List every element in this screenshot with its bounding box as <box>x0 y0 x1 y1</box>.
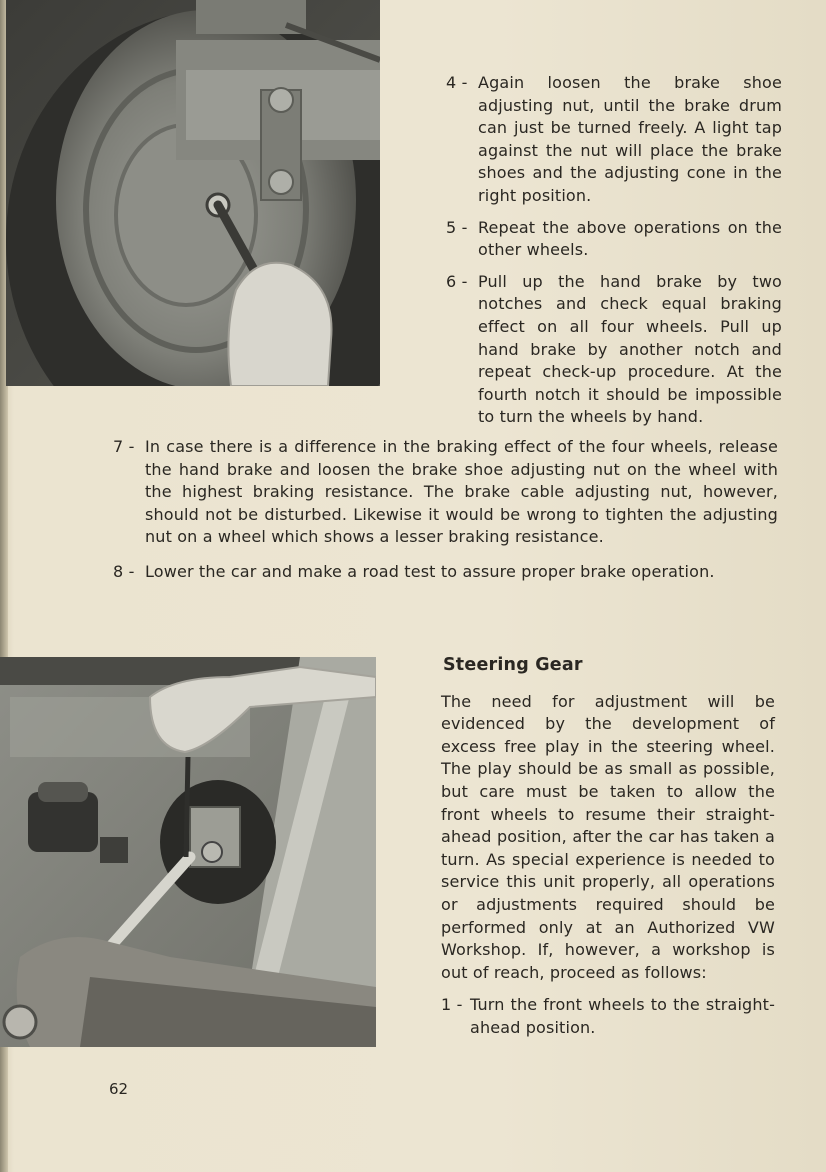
step-text: In case there is a difference in the braking effect of the four wheels, release the hand brake and loosen the brake shoe adjusting nut on the wheel with the highest braking resistance. The brake cable adjusting nut, however, should not be disturbed. Likewise it would be wrong to tighten the adjusting nut on a wheel which shows a lesser braking resistance. <box>145 437 778 547</box>
step-text: Turn the front wheels to the straight-ahead position. <box>470 995 775 1037</box>
step-number: 5 - <box>446 217 468 237</box>
step-text: Repeat the above operations on the other wheels. <box>478 217 782 260</box>
brake-step-7 <box>113 436 778 549</box>
step-number: 6 - <box>446 271 468 291</box>
page-number: 62 <box>109 1080 129 1098</box>
step-number: 1 - <box>441 995 463 1015</box>
brake-steps-wide <box>113 436 778 596</box>
brake-step-5 <box>446 217 782 262</box>
brake-step-6 <box>446 271 782 429</box>
brake-step-4 <box>446 72 782 208</box>
step-number: 7 - <box>113 437 135 456</box>
step-text: Again loosen the brake shoe adjusting nut, until the brake drum can just be turned freely. A light tap against the nut will place the brake shoes and the adjusting cone in the right position. <box>478 73 782 205</box>
brake-steps-column <box>446 72 782 438</box>
steering-gear-section <box>441 654 775 1040</box>
brake-adjustment-photo <box>6 0 380 386</box>
section-heading: Steering Gear <box>443 655 583 675</box>
section-intro: The need for adjustment will be evidenced by the development of excess free play in the steering wheel. The play should be as small as possible, but care must be taken to allow the front wheels to resume their straight-ahead position, after the car has taken a turn. As special experience is needed to service this unit properly, all operations or adjustments required should be performed only at an Authorized VW Workshop. If, however, a workshop is out of reach, proceed as follows: <box>441 691 775 982</box>
step-number: 4 - <box>446 73 468 92</box>
brake-step-8 <box>113 561 778 584</box>
step-text: Pull up the hand brake by two notches and check equal braking effect on all four wheels. Pull up hand brake by another notch and repeat check-up procedure. At the fourth notch it should be impossible to turn the wheels by hand. <box>478 271 782 427</box>
step-number: 8 - <box>113 561 135 581</box>
step-text: Lower the car and make a road test to assure proper brake operation. <box>145 561 715 581</box>
steering-step-1 <box>441 994 775 1039</box>
steering-gear-photo <box>0 657 376 1047</box>
